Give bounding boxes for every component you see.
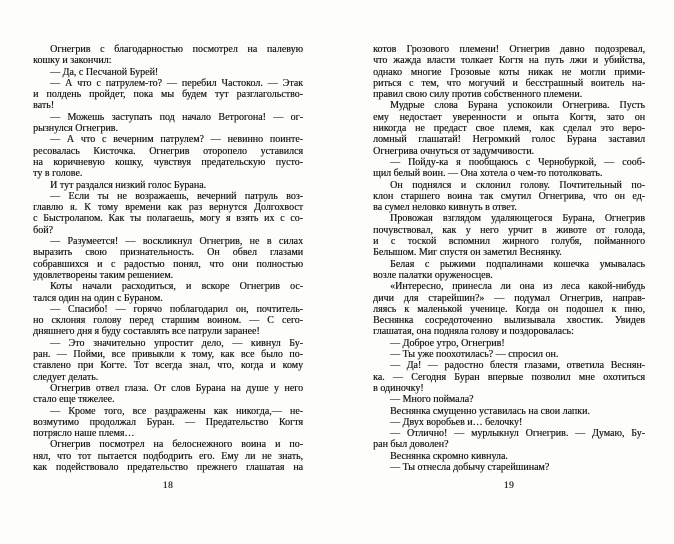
text-line: — Да, с Песчаной Бурей! (50, 66, 159, 78)
text-line: — Двух воробьев и… белочку! (390, 416, 523, 428)
text-line: однако многие Грозовые коты никак не могли прими- (373, 66, 645, 78)
text-line: — Ты уже поохотилась? — спросил он. (390, 349, 559, 361)
text-line: — Разумеется! — воскликнул Огнегрив, не в силах (50, 236, 303, 248)
text-line: собравшихся и с радостью понял, что они полностью (33, 258, 303, 270)
text-line: — Доброе утро, Огнегрив! (390, 337, 505, 349)
text-line: ва сумел неловко кивнуть в ответ. (373, 202, 517, 214)
text-line: риться с тем, что могучий и бесстрашный воитель на- (373, 77, 645, 89)
text-line: Веснянка смущенно уставилась на свои лапки. (390, 405, 590, 417)
text-line: — Если ты не возражаешь, вечерний патруль воз- (50, 190, 303, 202)
text-line: «Интересно, принесла ли она из леса какой-нибудь (390, 281, 645, 293)
text-line: ка. — Сегодня Буран впервые позволил мне охотиться (373, 371, 645, 383)
text-line: вать! (33, 100, 55, 112)
text-line: — Это значительно упростит дело, — кивнул Бу- (50, 337, 303, 349)
text-line: возмутимо продолжал Буран. — Предательство Когтя (33, 416, 303, 428)
text-line: — Можешь заступать под начало Ветрогона! — ог- (50, 111, 303, 123)
text-line: стало еще тяжелее. (33, 394, 115, 406)
text-line: Белышом. Миг спустя он заметил Веснянку. (373, 247, 562, 259)
text-line: ран. — Пойми, все привыкли к тому, как все было по- (33, 349, 303, 361)
text-line: ломный глашатай! Негромкий голос Бурана заставил (373, 134, 645, 146)
text-line: рызнулся Огнегрив. (33, 123, 118, 135)
text-line: дняшнего дня я буду составлять все патрули заранее! (33, 326, 260, 338)
text-line: Веснянка скромно кивнула. (390, 450, 508, 462)
text-line: котов Грозового племени! Огнегрив давно подозревал, (373, 44, 645, 55)
text-line: ставлено при Когте. Тот всегда знал, что, когда и кому (33, 360, 303, 372)
text-line: Коты начали расходиться, и вскоре Огнегрив ос- (50, 281, 303, 293)
text-line: кошку и закончил: (33, 55, 112, 67)
text-line: но склоняя голову перед старшим воином. — С сего- (33, 315, 303, 327)
text-line: Веснянка сосредоточенно вылизывала хвостик. Увидев (373, 315, 645, 327)
text-line: И тут раздался низкий голос Бурана. (50, 179, 207, 191)
text-line: и с тоской вспомнил жирного голубя, пойманного (373, 236, 645, 248)
text-line: Провожая взглядом удаляющегося Бурана, Огнегрив (390, 213, 645, 225)
text-line: тался один на один с Бураном. (33, 292, 163, 304)
text-line: удовлетворены таким решением. (33, 269, 174, 281)
text-line: следует делать. (33, 371, 99, 383)
text-line: ляясь к маленькой ученице. Когда он подошел к пню, (373, 303, 645, 315)
text-line: и полдень пройдет, пока мы будем тут разглагольство- (33, 89, 303, 101)
text-line: Белая с рыжими подпалинами кошечка умывалась (390, 258, 645, 270)
text-line: — Много поймала? (390, 394, 474, 406)
text-line: нял, что тот пытается подбодрить его. Ему ли не знать, (33, 450, 303, 462)
text-line: — Пойду-ка я пообщаюсь с Чернобуркой, — сооб- (390, 156, 645, 168)
text-line: с Быстролапом. Как ты полагаешь, могу я взять их с со- (33, 213, 303, 225)
text-line: почувствовал, как у него урчит в животе от голода, (373, 224, 645, 236)
text-line: Огнегрив отвел глаза. От слов Бурана на душе у него (50, 382, 303, 394)
text-line: что жажда власти толкает Когтя на путь лжи и убийства, (373, 55, 645, 67)
text-line: в одиночку! (373, 382, 424, 394)
text-line: — Кроме того, все раздражены как никогда,— не- (50, 405, 303, 417)
page-left (33, 44, 303, 491)
page-number: 18 (162, 481, 174, 491)
text-line: Он поднялся и склонил голову. Почтительный по- (390, 179, 645, 191)
text-line: глашатая, она подняла голову и поздоровалась: (373, 326, 574, 338)
text-line: щил белый воин. — Она хотела о чем-то потолковать. (373, 168, 603, 180)
text-line: — Спасибо! — горячо поблагодарил он, почтитель- (50, 303, 303, 315)
text-line: ран был доволен? (373, 439, 449, 451)
text-line: Огнегрив посмотрел на белоснежного воина и по- (50, 439, 303, 451)
text-line: бой? (33, 224, 53, 236)
text-line: главлю я. К тому времени как раз вернутся Долгохвост (33, 202, 303, 214)
text-line: Мудрые слова Бурана успокоили Огнегрива. Пусть (390, 100, 645, 112)
text-line: потрясло наше племя… (33, 428, 135, 440)
text-line: никогда не предаст свое племя, как сделал это веро- (373, 123, 645, 135)
text-line: — А что с патрулем-то? — перебил Частокол. — Этак (50, 77, 303, 89)
page-number: 19 (503, 481, 515, 491)
text-line: возле палатки оруженосцев. (373, 269, 493, 281)
text-line: — Отлично! — мурлыкнул Огнегрив. — Думаю, Бу- (390, 428, 645, 440)
page-right (373, 44, 645, 491)
text-line: ему недостает уверенности и опыта Когтя, зато он (373, 111, 645, 123)
text-line: как подействовало предательство прежнего глашатая на (33, 461, 303, 473)
text-line: выразить свою признательность. Он обвел глазами (33, 247, 303, 259)
page-text (373, 44, 645, 473)
text-line: ту в голове. (33, 168, 83, 180)
text-line: Огнегрива очнуться от задумчивости. (373, 145, 535, 157)
page-text (33, 44, 303, 473)
text-line: на коричневую кошку, чувствуя предательскую пусто- (33, 156, 303, 168)
text-line: — А что с вечерним патрулем? — невинно поинте- (50, 134, 303, 146)
text-line: — Ты отнесла добычу старейшинам? (390, 461, 550, 473)
text-line: клон старшего воина так смутил Огнегрива, что он ед- (373, 190, 645, 202)
text-line: — Да! — радостно блестя глазами, ответила Веснян- (390, 360, 645, 372)
text-line: Огнегрив с благодарностью посмотрел на палевую (50, 44, 303, 55)
text-line: дичи для старейшин?» — подумал Огнегрив, направ- (373, 292, 645, 304)
text-line: правил свою силу против собственного племени. (373, 89, 583, 101)
text-line: ресовалась Кисточка. Огнегрив оторопело уставился (33, 145, 303, 157)
